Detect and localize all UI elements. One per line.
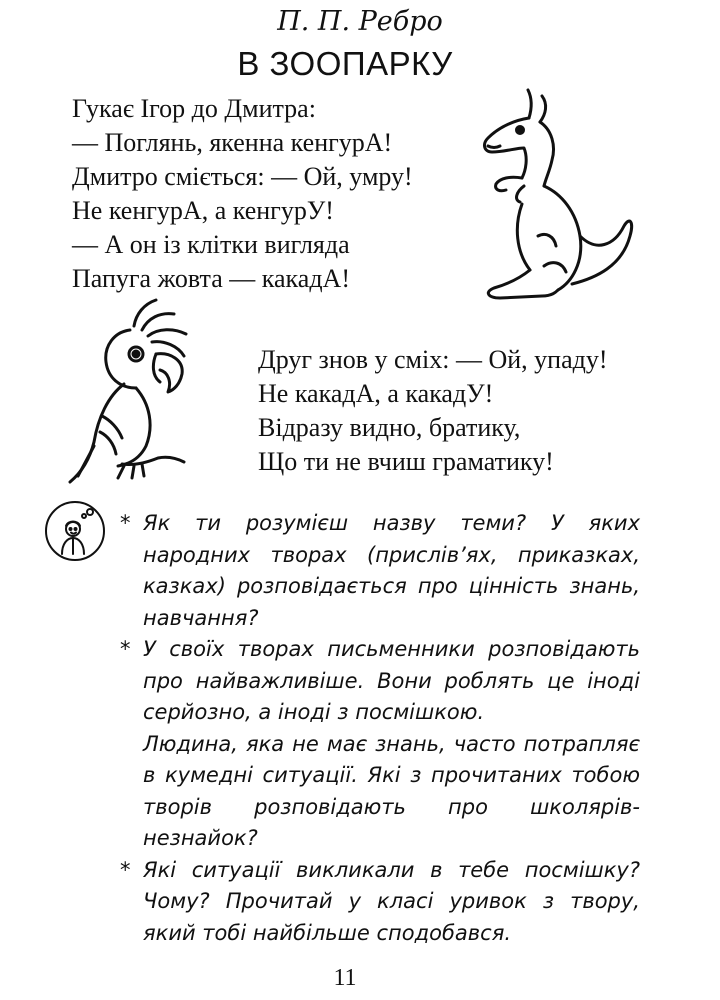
cockatoo-illustration xyxy=(64,296,214,486)
question-text: Які ситуації викликали в тебе посмішку? Чому? Прочитай у класі уривок з твору, який тобі найбільше сподобався. xyxy=(143,857,640,945)
questions-list xyxy=(120,508,640,949)
page-number: 11 xyxy=(333,965,357,991)
question-item xyxy=(120,855,640,950)
poem-line: Гукає Ігор до Дмитра: xyxy=(72,94,316,123)
stanza-2 xyxy=(258,343,608,479)
poem-line: Не кенгурА, а кенгурУ! xyxy=(72,196,334,225)
thinking-child-icon xyxy=(44,500,106,562)
asterisk-bullet: * xyxy=(120,511,131,535)
poem-line: — Поглянь, якенна кенгурА! xyxy=(72,128,393,157)
poem-line: — А он із клітки вигляда xyxy=(72,230,350,259)
poem-line: Не какадА, а какадУ! xyxy=(258,379,494,408)
poem-line: Друг знов у сміх: — Ой, упаду! xyxy=(258,345,608,374)
asterisk-bullet: * xyxy=(120,637,131,661)
stanza-1 xyxy=(72,92,413,296)
question-text: Людина, яка не має знань, часто потрапляє в кумедні ситуації. Які з прочитаних тобою творів розповідають про школярів-незнайок? xyxy=(143,731,640,850)
asterisk-bullet: * xyxy=(120,857,131,882)
question-item xyxy=(120,634,640,855)
question-text: У своїх творах письменники розповідають про найважливіше. Вони роблять це іноді серйозно, а іноді з посмішкою. xyxy=(143,637,640,724)
poem-title: В ЗООПАРКУ xyxy=(237,45,453,82)
kangaroo-illustration xyxy=(472,86,642,306)
question-item xyxy=(120,508,640,634)
poem-line: Що ти не вчиш граматику! xyxy=(258,447,554,476)
author-name: П. П. Ребро xyxy=(277,6,443,37)
question-text: Як ти розумієш назву теми? У яких народних творах (прислів’ях, приказках, казках) розповідається про цінність знань, навчання? xyxy=(143,511,640,630)
poem-line: Дмитро сміється: — Ой, умру! xyxy=(72,162,413,191)
poem-line: Відразу видно, братику, xyxy=(258,413,521,442)
poem-line: Папуга жовта — какадА! xyxy=(72,264,350,293)
